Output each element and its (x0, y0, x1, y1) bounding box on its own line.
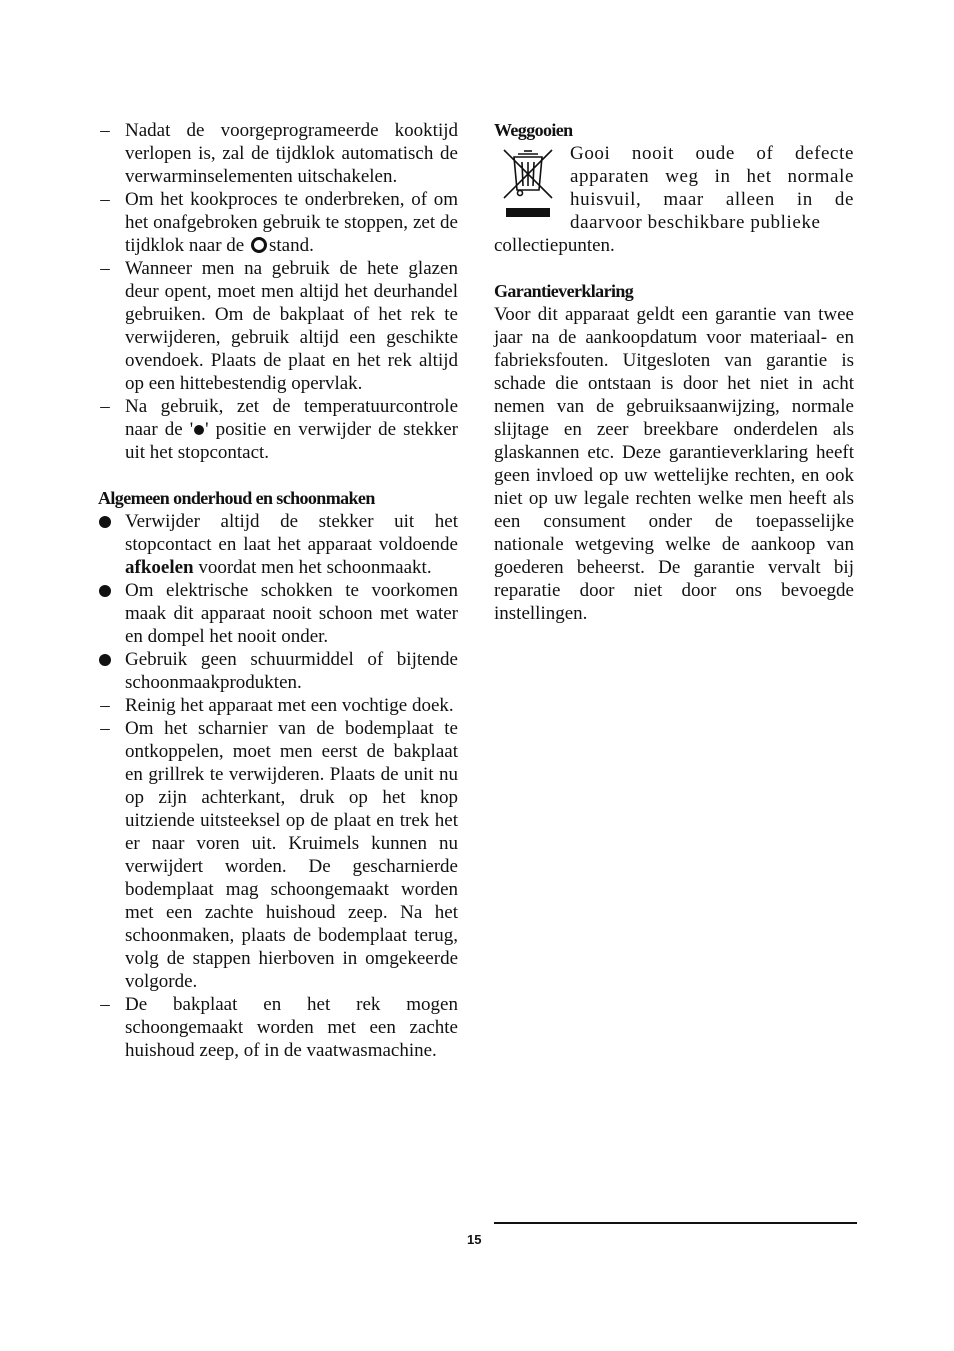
disposal-text: Gooi nooit oude of defecte apparaten weg in het normale huisvuil, maar alleen in de daarvoor beschikbare publieke (570, 143, 854, 233)
page-number: 15 (467, 1232, 482, 1247)
dash-marker (98, 395, 112, 418)
dash-marker (98, 119, 112, 142)
list-item-text: Om het kookproces te onderbreken, of om het onafgebroken gebruik te stoppen, zet de tijdklok naar de (125, 189, 458, 256)
crossed-out-wheelie-bin-icon (500, 146, 556, 218)
bullet-icon (99, 585, 111, 597)
list-item (98, 694, 458, 717)
list-item-text: Wanneer men na gebruik de hete glazen deur opent, moet men altijd het deurhandel gebruiken. Om de bakplaat of het rek te verwijderen, gebruik altijd een geschikte ovendoek. Plaats de plaat en het rek altijd op een hittebestendig opervlak. (125, 258, 458, 394)
left-column (98, 119, 458, 1062)
footer-rule (494, 1222, 857, 1224)
list-item-text: Reinig het apparaat met een vochtige doek. (125, 695, 454, 716)
list-item-text: Gebruik geen schuurmiddel of bijtende schoonmaakprodukten. (125, 649, 458, 693)
dash-marker (98, 694, 112, 717)
list-item (98, 717, 458, 993)
list-item (98, 993, 458, 1062)
list-item (98, 257, 458, 395)
list-item (98, 188, 458, 257)
list-item (98, 510, 458, 579)
disposal-block (494, 142, 854, 234)
section-heading-warranty: Garantieverklaring (494, 281, 634, 301)
dash-marker (98, 188, 112, 211)
right-column (494, 119, 854, 625)
dash-marker (98, 257, 112, 280)
dash-marker (98, 993, 112, 1016)
list-item-text: Na gebruik, zet de temperatuurcontrole naar de ' (125, 396, 458, 440)
list-item-text: Om elektrische schokken te voorkomen maak dit apparaat nooit schoon met water en dompel het nooit onder. (125, 580, 458, 647)
list-item-text: Verwijder altijd de stekker uit het stopcontact en laat het apparaat voldoende (125, 511, 458, 555)
bullet-icon (99, 516, 111, 528)
list-item-text-end: voordat men het schoonmaakt. (198, 557, 432, 578)
dash-marker (98, 717, 112, 740)
list-item (98, 395, 458, 464)
filled-dot-icon (194, 425, 204, 435)
section-heading-maintenance: Algemeen onderhoud en schoonmaken (98, 488, 375, 508)
emphasis-text: afkoelen (125, 557, 194, 578)
list-item-text: De bakplaat en het rek mogen schoongemaakt worden met een zachte huishoud zeep, of in de vaatwasmachine. (125, 994, 458, 1061)
list-item (98, 119, 458, 188)
section-heading-disposal: Weggooien (494, 120, 573, 140)
list-item (98, 579, 458, 648)
circle-icon (251, 237, 267, 253)
list-item-text-end: stand. (269, 235, 314, 256)
list-item-text: Nadat de voorgeprogrameerde kooktijd verlopen is, zal de tijdklok automatisch de verwarminselementen uitschakelen. (125, 120, 458, 187)
list-item-text: Om het scharnier van de bodemplaat te ontkoppelen, moet men eerst de bakplaat en grillrek te verwijderen. Plaats de unit nu op zijn achterkant, druk op het knop uitziende uitsteeksel op de plaat en trek het er naar voren uit. Kruimels kunnen nu verwijdert worden. De gescharnierde bodemplaat mag schoongemaakt worden met een zachte huishoud zeep. Na het schoonmaken, plaats de bodemplaat terug, volg de stappen hierboven in omgekeerde volgorde. (125, 718, 458, 992)
disposal-text-end: collectiepunten. (494, 235, 615, 256)
list-item (98, 648, 458, 694)
list-item-text-end: ' positie en verwijder de stekker uit het stopcontact. (125, 419, 458, 463)
bullet-icon (99, 654, 111, 666)
warranty-text: Voor dit apparaat geldt een garantie van twee jaar na de aankoopdatum voor materiaal- en fabrieksfouten. Uitgesloten van garantie is schade die ontstaan is door het niet in acht nemen van de gebruiksaanwijzing, normale slijtage en zeer breekbare onderdelen als glaskannen etc. Deze garantieverklaring heeft geen invloed op uw wettelijke rechten, en ook niet op uw legale rechten welke men heeft als een consument onder de toepasselijke nationale wetgeving welke de aankoop van goederen beheerst. De garantie vervalt bij reparatie door niet door ons bevoegde instellingen. (494, 304, 854, 624)
